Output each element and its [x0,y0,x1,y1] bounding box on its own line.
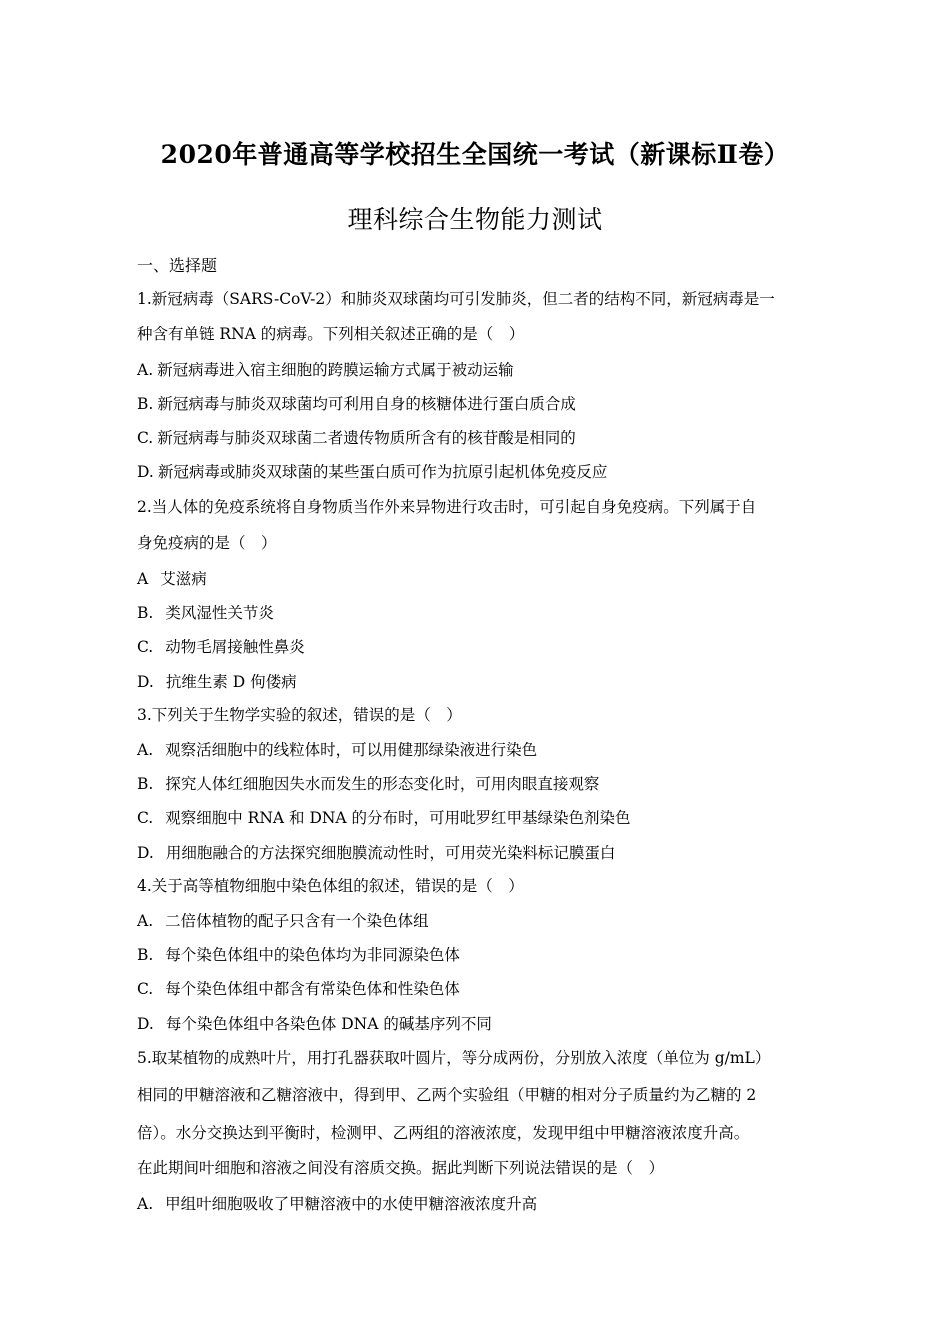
exam-subtitle: 理科综合生物能力测试 [347,205,603,234]
question-2-option-c [137,637,305,657]
option-label: C. [137,809,154,827]
question-1-option-d [137,462,607,482]
option-label: A. [137,1195,154,1213]
option-text: 每个染色体组中的染色体均为非同源染色体 [165,946,460,964]
question-4-option-b [137,945,460,965]
option-text: 动物毛屑接触性鼻炎 [165,638,305,656]
question-2-option-b [137,603,274,623]
section-heading: 一、选择题 [137,256,218,275]
option-text: 二倍体植物的配子只含有一个染色体组 [165,912,429,930]
question-5-stem-line-4: 在此期间叶细胞和溶液之间没有溶质交换。据此判断下列说法错误的是（ ） [137,1159,665,1177]
option-text: 类风湿性关节炎 [165,604,274,622]
question-3-option-b [137,774,599,794]
question-4-stem-line-1: 4.关于高等植物细胞中染色体组的叙述，错误的是（ ） [137,877,524,895]
question-2-stem-line-1: 2.当人体的免疫系统将自身物质当作外来异物进行攻击时，可引起自身免疫病。下列属于自 [137,498,757,516]
option-text: 新冠病毒与肺炎双球菌均可利用自身的核糖体进行蛋白质合成 [157,395,576,413]
option-text: 艾滋病 [160,570,207,588]
option-label: B. [137,604,154,622]
option-label: C. [137,980,154,998]
question-4-option-c [137,979,460,999]
question-1-option-c [137,428,576,448]
option-text: 探究人体红细胞因失水而发生的形态变化时，可用肉眼直接观察 [165,775,600,793]
question-5-stem-line-2: 相同的甲糖溶液和乙糖溶液中，得到甲、乙两个实验组（甲糖的相对分子质量约为乙糖的 2 [137,1086,757,1104]
option-label: A. [137,361,154,379]
option-label: D. [137,1015,154,1033]
question-3-stem-line-1: 3.下列关于生物学实验的叙述，错误的是（ ） [137,706,462,724]
question-2-option-a [137,569,207,589]
question-1-stem-line-1: 1.新冠病毒（SARS-CoV-2）和肺炎双球菌均可引发肺炎，但二者的结构不同，新冠病毒是一 [137,290,775,308]
option-text: 新冠病毒进入宿主细胞的跨膜运输方式属于被动运输 [157,361,514,379]
question-2-stem-line-2: 身免疫病的是（ ） [137,534,277,552]
question-5-option-a [137,1194,537,1214]
option-label: B. [137,946,154,964]
option-label: D. [137,673,154,691]
option-text: 甲组叶细胞吸收了甲糖溶液中的水使甲糖溶液浓度升高 [165,1195,538,1213]
question-5-stem-line-3: 倍）。水分交换达到平衡时，检测甲、乙两组的溶液浓度，发现甲组中甲糖溶液浓度升高。 [137,1124,750,1142]
question-5-stem-line-1: 5.取某植物的成熟叶片，用打孔器获取叶圆片，等分成两份，分别放入浓度（单位为 g/mL） [137,1049,771,1067]
question-1-option-a [137,360,514,380]
question-3-option-a [137,740,537,760]
question-3-option-c [137,808,631,828]
option-text: 观察细胞中 RNA 和 DNA 的分布时，可用吡罗红甲基绿染色剂染色 [165,809,631,827]
option-text: 每个染色体组中都含有常染色体和性染色体 [165,980,460,998]
question-3-option-d [137,843,615,863]
option-label: B. [137,395,154,413]
option-text: 新冠病毒或肺炎双球菌的某些蛋白质可作为抗原引起机体免疫反应 [157,463,608,481]
question-2-option-d [137,672,297,692]
option-label: A [137,570,149,588]
option-label: D. [137,844,154,862]
question-1-stem-line-2: 种含有单链 RNA 的病毒。下列相关叙述正确的是（ ） [137,325,525,343]
option-text: 观察活细胞中的线粒体时，可以用健那绿染液进行染色 [165,741,538,759]
question-1-option-b [137,394,576,414]
question-4-option-d [137,1014,492,1034]
question-4-option-a [137,911,429,931]
option-label: A. [137,741,154,759]
option-text: 新冠病毒与肺炎双球菌二者遗传物质所含有的核苷酸是相同的 [157,429,576,447]
option-text: 用细胞融合的方法探究细胞膜流动性时，可用荧光染料标记膜蛋白 [165,844,616,862]
option-text: 每个染色体组中各染色体 DNA 的碱基序列不同 [165,1015,492,1033]
option-label: D. [137,463,154,481]
option-label: C. [137,429,154,447]
option-label: B. [137,775,154,793]
option-label: A. [137,912,154,930]
option-label: C. [137,638,154,656]
option-text: 抗维生素 D 佝偻病 [165,673,297,691]
exam-title: 2020年普通高等学校招生全国统一考试（新课标Ⅱ卷） [160,140,790,169]
